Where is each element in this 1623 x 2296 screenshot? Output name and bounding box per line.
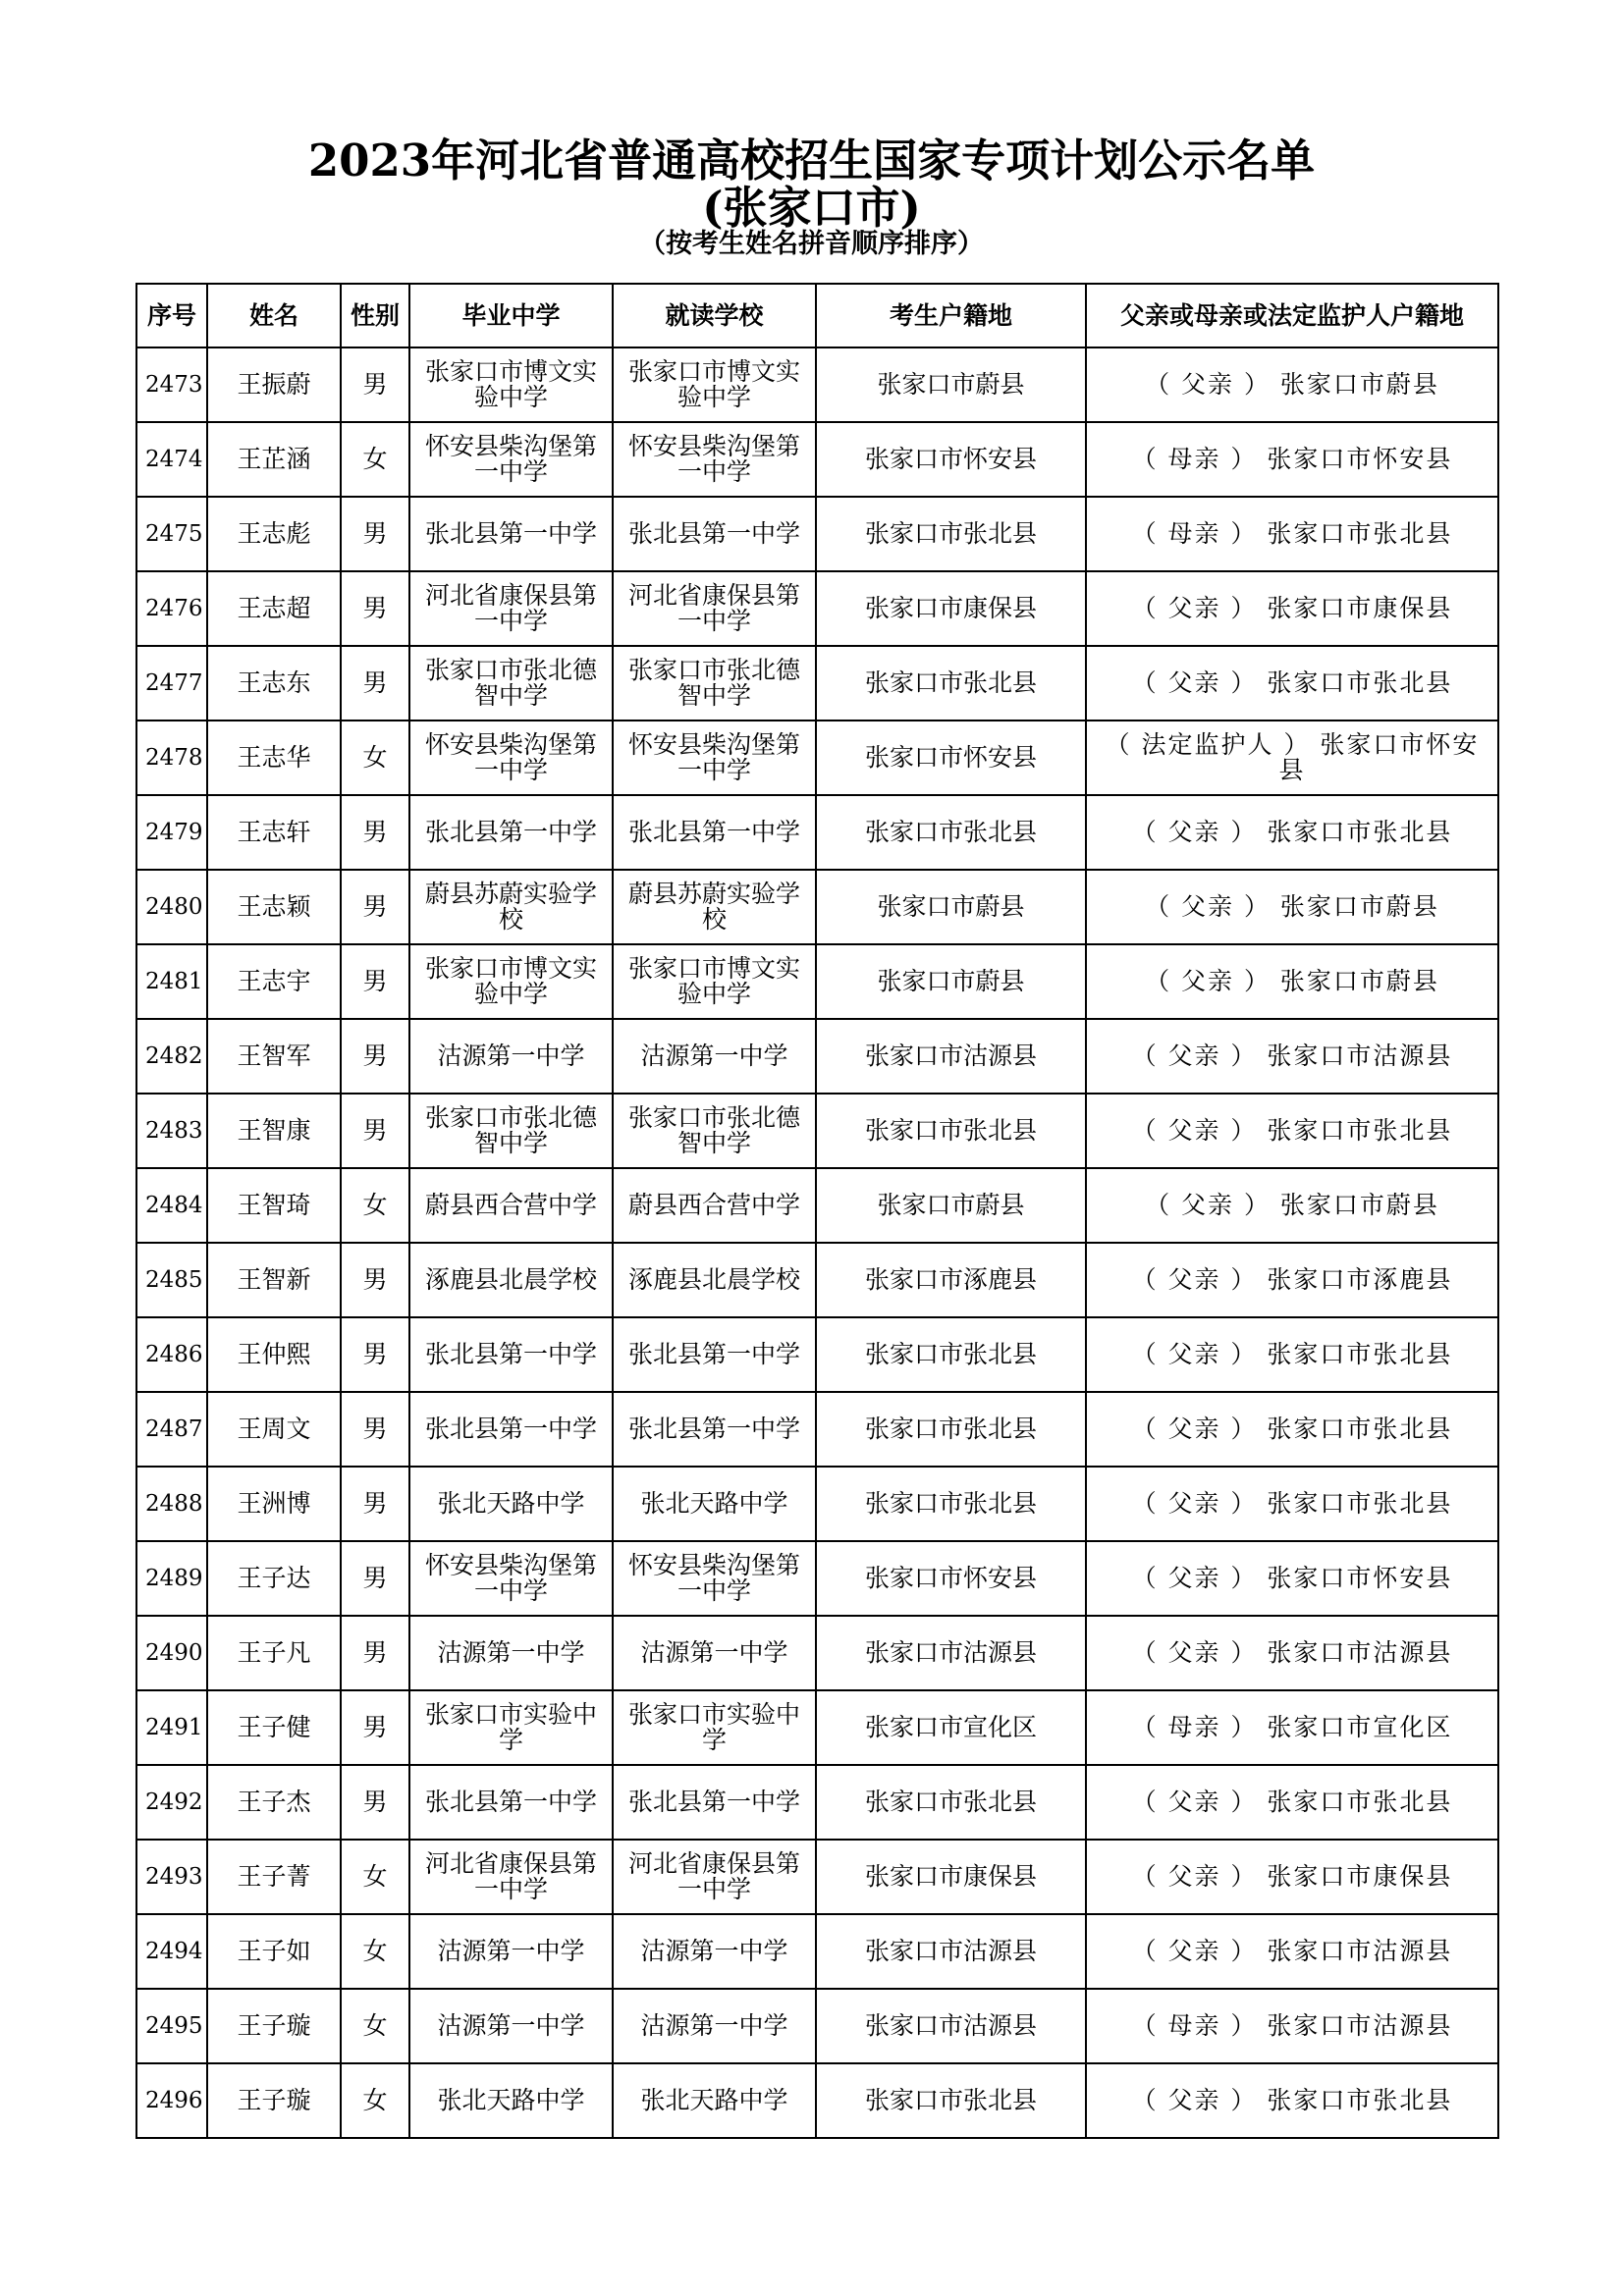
cell-no: 2480 (136, 870, 207, 944)
cell-current-school: 河北省康保县第一中学 (613, 1840, 816, 1914)
cell-hukou: 张家口市怀安县 (816, 1541, 1086, 1616)
cell-guardian-hukou: （ 母亲 ） 张家口市沽源县 (1086, 1989, 1498, 2063)
cell-no: 2495 (136, 1989, 207, 2063)
cell-graduation-school: 张北天路中学 (409, 1467, 613, 1541)
cell-current-school: 蔚县苏蔚实验学校 (613, 870, 816, 944)
cell-no: 2477 (136, 646, 207, 721)
cell-name: 王仲熙 (207, 1317, 341, 1392)
cell-guardian-hukou: （ 父亲 ） 张家口市蔚县 (1086, 1168, 1498, 1243)
table-body (136, 347, 1498, 2138)
cell-guardian-hukou: （ 父亲 ） 张家口市沽源县 (1086, 1019, 1498, 1094)
cell-current-school: 怀安县柴沟堡第一中学 (613, 721, 816, 795)
cell-gender: 男 (341, 347, 409, 422)
cell-graduation-school: 蔚县苏蔚实验学校 (409, 870, 613, 944)
cell-name: 王志华 (207, 721, 341, 795)
cell-gender: 男 (341, 571, 409, 646)
table-row (136, 1467, 1498, 1541)
cell-hukou: 张家口市张北县 (816, 1392, 1086, 1467)
cell-no: 2489 (136, 1541, 207, 1616)
cell-name: 王志东 (207, 646, 341, 721)
cell-gender: 男 (341, 646, 409, 721)
table-row (136, 944, 1498, 1019)
cell-hukou: 张家口市张北县 (816, 1467, 1086, 1541)
cell-guardian-hukou: （ 父亲 ） 张家口市沽源县 (1086, 1616, 1498, 1690)
cell-name: 王志轩 (207, 795, 341, 870)
cell-hukou: 张家口市张北县 (816, 1094, 1086, 1168)
page-title: 2023年河北省普通高校招生国家专项计划公示名单 (307, 134, 1316, 187)
cell-graduation-school: 沽源第一中学 (409, 1914, 613, 1989)
cell-name: 王志颖 (207, 870, 341, 944)
cell-guardian-hukou: （ 父亲 ） 张家口市涿鹿县 (1086, 1243, 1498, 1317)
cell-graduation-school: 张北县第一中学 (409, 1317, 613, 1392)
cell-no: 2475 (136, 497, 207, 571)
cell-current-school: 张北县第一中学 (613, 497, 816, 571)
cell-current-school: 怀安县柴沟堡第一中学 (613, 1541, 816, 1616)
cell-hukou: 张家口市蔚县 (816, 944, 1086, 1019)
cell-hukou: 张家口市蔚县 (816, 347, 1086, 422)
cell-guardian-hukou: （ 母亲 ） 张家口市张北县 (1086, 497, 1498, 571)
cell-current-school: 蔚县西合营中学 (613, 1168, 816, 1243)
cell-name: 王志彪 (207, 497, 341, 571)
table-row (136, 795, 1498, 870)
cell-name: 王芷涵 (207, 422, 341, 497)
cell-no: 2485 (136, 1243, 207, 1317)
cell-no: 2481 (136, 944, 207, 1019)
cell-name: 王周文 (207, 1392, 341, 1467)
cell-current-school: 张北天路中学 (613, 1467, 816, 1541)
cell-guardian-hukou: （ 父亲 ） 张家口市张北县 (1086, 1467, 1498, 1541)
cell-guardian-hukou: （ 父亲 ） 张家口市张北县 (1086, 2063, 1498, 2138)
cell-current-school: 张北天路中学 (613, 2063, 816, 2138)
cell-no: 2482 (136, 1019, 207, 1094)
cell-current-school: 张北县第一中学 (613, 1317, 816, 1392)
cell-graduation-school: 张北县第一中学 (409, 795, 613, 870)
table-row (136, 1243, 1498, 1317)
cell-current-school: 沽源第一中学 (613, 1019, 816, 1094)
cell-hukou: 张家口市宣化区 (816, 1690, 1086, 1765)
cell-guardian-hukou: （ 父亲 ） 张家口市张北县 (1086, 1392, 1498, 1467)
cell-no: 2488 (136, 1467, 207, 1541)
cell-hukou: 张家口市张北县 (816, 1317, 1086, 1392)
cell-name: 王智康 (207, 1094, 341, 1168)
cell-name: 王子杰 (207, 1765, 341, 1840)
cell-hukou: 张家口市张北县 (816, 1765, 1086, 1840)
cell-current-school: 河北省康保县第一中学 (613, 571, 816, 646)
cell-graduation-school: 张家口市实验中学 (409, 1690, 613, 1765)
table-row (136, 1690, 1498, 1765)
cell-current-school: 张北县第一中学 (613, 795, 816, 870)
cell-current-school: 张北县第一中学 (613, 1765, 816, 1840)
cell-guardian-hukou: （ 父亲 ） 张家口市康保县 (1086, 1840, 1498, 1914)
cell-hukou: 张家口市张北县 (816, 795, 1086, 870)
table-row (136, 347, 1498, 422)
cell-current-school: 张家口市实验中学 (613, 1690, 816, 1765)
cell-gender: 女 (341, 1989, 409, 2063)
cell-hukou: 张家口市蔚县 (816, 1168, 1086, 1243)
table-row (136, 646, 1498, 721)
cell-guardian-hukou: （ 父亲 ） 张家口市张北县 (1086, 1094, 1498, 1168)
roster-table (135, 283, 1499, 2139)
header-no: 序号 (136, 284, 207, 347)
table-row (136, 870, 1498, 944)
cell-hukou: 张家口市康保县 (816, 1840, 1086, 1914)
cell-graduation-school: 张北天路中学 (409, 2063, 613, 2138)
cell-gender: 男 (341, 1392, 409, 1467)
cell-name: 王子璇 (207, 1989, 341, 2063)
cell-graduation-school: 河北省康保县第一中学 (409, 571, 613, 646)
cell-current-school: 张北县第一中学 (613, 1392, 816, 1467)
cell-no: 2483 (136, 1094, 207, 1168)
cell-hukou: 张家口市张北县 (816, 497, 1086, 571)
cell-no: 2491 (136, 1690, 207, 1765)
header-current-school: 就读学校 (613, 284, 816, 347)
cell-graduation-school: 怀安县柴沟堡第一中学 (409, 721, 613, 795)
cell-hukou: 张家口市怀安县 (816, 422, 1086, 497)
cell-gender: 男 (341, 1317, 409, 1392)
cell-current-school: 怀安县柴沟堡第一中学 (613, 422, 816, 497)
cell-current-school: 张家口市博文实验中学 (613, 347, 816, 422)
header-hukou: 考生户籍地 (816, 284, 1086, 347)
table-row (136, 571, 1498, 646)
table-row (136, 1392, 1498, 1467)
cell-no: 2492 (136, 1765, 207, 1840)
cell-graduation-school: 沽源第一中学 (409, 1989, 613, 2063)
cell-guardian-hukou: （ 母亲 ） 张家口市宣化区 (1086, 1690, 1498, 1765)
cell-guardian-hukou: （ 父亲 ） 张家口市张北县 (1086, 1317, 1498, 1392)
header-name: 姓名 (207, 284, 341, 347)
cell-guardian-hukou: （ 父亲 ） 张家口市蔚县 (1086, 870, 1498, 944)
cell-guardian-hukou: （ 父亲 ） 张家口市张北县 (1086, 795, 1498, 870)
cell-hukou: 张家口市沽源县 (816, 1989, 1086, 2063)
table-row (136, 2063, 1498, 2138)
cell-name: 王智新 (207, 1243, 341, 1317)
table-row (136, 1168, 1498, 1243)
cell-guardian-hukou: （ 父亲 ） 张家口市蔚县 (1086, 347, 1498, 422)
cell-no: 2494 (136, 1914, 207, 1989)
cell-current-school: 张家口市博文实验中学 (613, 944, 816, 1019)
table-row (136, 1616, 1498, 1690)
cell-gender: 女 (341, 422, 409, 497)
cell-graduation-school: 张家口市博文实验中学 (409, 347, 613, 422)
table-row (136, 1541, 1498, 1616)
cell-graduation-school: 蔚县西合营中学 (409, 1168, 613, 1243)
cell-gender: 男 (341, 944, 409, 1019)
header-guardian-hukou: 父亲或母亲或法定监护人户籍地 (1086, 284, 1498, 347)
cell-no: 2487 (136, 1392, 207, 1467)
cell-graduation-school: 怀安县柴沟堡第一中学 (409, 1541, 613, 1616)
cell-hukou: 张家口市沽源县 (816, 1914, 1086, 1989)
sort-note: （按考生姓名拼音顺序排序） (639, 229, 984, 259)
table-row (136, 1765, 1498, 1840)
cell-current-school: 沽源第一中学 (613, 1616, 816, 1690)
cell-current-school: 沽源第一中学 (613, 1914, 816, 1989)
cell-hukou: 张家口市张北县 (816, 646, 1086, 721)
cell-hukou: 张家口市沽源县 (816, 1616, 1086, 1690)
table-header-row (136, 284, 1498, 347)
cell-graduation-school: 张北县第一中学 (409, 1765, 613, 1840)
cell-gender: 男 (341, 1541, 409, 1616)
cell-gender: 男 (341, 1765, 409, 1840)
cell-gender: 男 (341, 1467, 409, 1541)
cell-name: 王振蔚 (207, 347, 341, 422)
cell-hukou: 张家口市康保县 (816, 571, 1086, 646)
cell-graduation-school: 涿鹿县北晨学校 (409, 1243, 613, 1317)
cell-guardian-hukou: （ 父亲 ） 张家口市张北县 (1086, 646, 1498, 721)
cell-no: 2478 (136, 721, 207, 795)
cell-no: 2496 (136, 2063, 207, 2138)
cell-name: 王子璇 (207, 2063, 341, 2138)
cell-name: 王志宇 (207, 944, 341, 1019)
cell-guardian-hukou: （ 父亲 ） 张家口市蔚县 (1086, 944, 1498, 1019)
cell-gender: 女 (341, 721, 409, 795)
header-gender: 性别 (341, 284, 409, 347)
cell-hukou: 张家口市沽源县 (816, 1019, 1086, 1094)
cell-gender: 男 (341, 1243, 409, 1317)
cell-no: 2484 (136, 1168, 207, 1243)
cell-name: 王子如 (207, 1914, 341, 1989)
cell-name: 王志超 (207, 571, 341, 646)
cell-guardian-hukou: （ 父亲 ） 张家口市沽源县 (1086, 1914, 1498, 1989)
cell-hukou: 张家口市涿鹿县 (816, 1243, 1086, 1317)
cell-name: 王智琦 (207, 1168, 341, 1243)
cell-gender: 男 (341, 1019, 409, 1094)
cell-guardian-hukou: （ 父亲 ） 张家口市怀安县 (1086, 1541, 1498, 1616)
cell-graduation-school: 张家口市博文实验中学 (409, 944, 613, 1019)
cell-current-school: 张家口市张北德智中学 (613, 1094, 816, 1168)
table-row (136, 422, 1498, 497)
cell-current-school: 张家口市张北德智中学 (613, 646, 816, 721)
cell-gender: 男 (341, 1690, 409, 1765)
cell-no: 2476 (136, 571, 207, 646)
table-row (136, 1317, 1498, 1392)
cell-gender: 男 (341, 1094, 409, 1168)
header-graduation-school: 毕业中学 (409, 284, 613, 347)
cell-graduation-school: 张家口市张北德智中学 (409, 646, 613, 721)
cell-name: 王子凡 (207, 1616, 341, 1690)
cell-name: 王子达 (207, 1541, 341, 1616)
cell-no: 2493 (136, 1840, 207, 1914)
cell-graduation-school: 怀安县柴沟堡第一中学 (409, 422, 613, 497)
table-row (136, 721, 1498, 795)
cell-name: 王子健 (207, 1690, 341, 1765)
cell-name: 王智军 (207, 1019, 341, 1094)
cell-graduation-school: 河北省康保县第一中学 (409, 1840, 613, 1914)
cell-guardian-hukou: （ 母亲 ） 张家口市怀安县 (1086, 422, 1498, 497)
cell-name: 王洲博 (207, 1467, 341, 1541)
cell-hukou: 张家口市张北县 (816, 2063, 1086, 2138)
cell-current-school: 涿鹿县北晨学校 (613, 1243, 816, 1317)
cell-no: 2490 (136, 1616, 207, 1690)
cell-no: 2486 (136, 1317, 207, 1392)
cell-guardian-hukou: （ 父亲 ） 张家口市张北县 (1086, 1765, 1498, 1840)
table-row (136, 1989, 1498, 2063)
table-row (136, 1019, 1498, 1094)
cell-gender: 男 (341, 870, 409, 944)
cell-gender: 女 (341, 1914, 409, 1989)
table-row (136, 1914, 1498, 1989)
cell-guardian-hukou: （ 法定监护人 ） 张家口市怀安县 (1086, 721, 1498, 795)
cell-gender: 女 (341, 2063, 409, 2138)
page-subtitle: (张家口市) (702, 182, 921, 234)
cell-no: 2473 (136, 347, 207, 422)
cell-graduation-school: 张北县第一中学 (409, 1392, 613, 1467)
cell-guardian-hukou: （ 父亲 ） 张家口市康保县 (1086, 571, 1498, 646)
cell-graduation-school: 沽源第一中学 (409, 1019, 613, 1094)
cell-no: 2479 (136, 795, 207, 870)
cell-graduation-school: 张北县第一中学 (409, 497, 613, 571)
cell-graduation-school: 张家口市张北德智中学 (409, 1094, 613, 1168)
cell-gender: 男 (341, 497, 409, 571)
cell-hukou: 张家口市蔚县 (816, 870, 1086, 944)
cell-hukou: 张家口市怀安县 (816, 721, 1086, 795)
cell-no: 2474 (136, 422, 207, 497)
cell-gender: 男 (341, 795, 409, 870)
cell-gender: 女 (341, 1168, 409, 1243)
cell-graduation-school: 沽源第一中学 (409, 1616, 613, 1690)
table-row (136, 497, 1498, 571)
cell-gender: 女 (341, 1840, 409, 1914)
cell-gender: 男 (341, 1616, 409, 1690)
table-row (136, 1840, 1498, 1914)
table-row (136, 1094, 1498, 1168)
cell-name: 王子菁 (207, 1840, 341, 1914)
cell-current-school: 沽源第一中学 (613, 1989, 816, 2063)
